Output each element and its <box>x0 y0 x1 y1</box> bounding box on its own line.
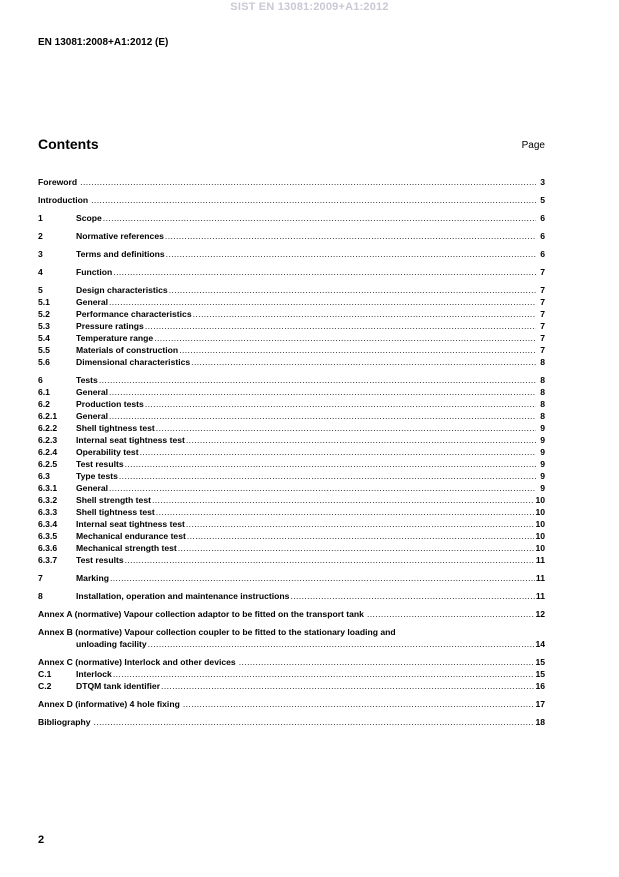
toc-leader-dots <box>186 518 535 530</box>
toc-entry-number: 6.3.1 <box>38 483 58 493</box>
toc-entry[interactable] <box>38 572 545 584</box>
toc-entry[interactable] <box>38 698 545 710</box>
watermark: SIST EN 13081:2009+A1:2012 <box>230 1 389 13</box>
toc-entry-page: 6 <box>540 249 545 259</box>
toc-entry-title: Internal seat tightness test <box>76 435 185 445</box>
toc-entry[interactable] <box>38 542 545 554</box>
toc-leader-dots <box>80 176 536 188</box>
toc-entry-number: 5.2 <box>38 309 50 319</box>
toc-entry-page: 12 <box>535 609 545 619</box>
table-of-contents <box>38 176 545 728</box>
toc-entry-number: C.2 <box>38 681 52 691</box>
toc-entry[interactable] <box>38 308 545 320</box>
toc-entry-page: 10 <box>535 495 545 505</box>
toc-entry-page: 18 <box>535 717 545 727</box>
toc-entry[interactable] <box>38 458 545 470</box>
toc-entry-title: Internal seat tightness test <box>76 519 185 529</box>
page-number: 2 <box>38 834 45 846</box>
toc-leader-dots <box>156 422 536 434</box>
toc-entry-title: Annex C (normative) Interlock and other devices <box>38 657 236 667</box>
toc-entry-page: 10 <box>535 519 545 529</box>
toc-entry-page: 9 <box>540 423 545 433</box>
toc-entry[interactable] <box>38 344 545 356</box>
toc-leader-dots <box>179 344 536 356</box>
toc-entry-number: 6.2.3 <box>38 435 58 445</box>
toc-entry[interactable] <box>38 212 545 224</box>
toc-entry-number: 6.2.1 <box>38 411 58 421</box>
toc-entry-number: 5.6 <box>38 357 50 367</box>
document-id: EN 13081:2008+A1:2012 (E) <box>38 37 169 48</box>
toc-entry-page: 15 <box>535 669 545 679</box>
toc-entry[interactable] <box>38 494 545 506</box>
toc-entry-number: 6.2 <box>38 399 50 409</box>
toc-entry-number: 5.5 <box>38 345 50 355</box>
toc-entry-number: 3 <box>38 249 43 259</box>
toc-entry-title: Annex D (informative) 4 hole fixing <box>38 699 180 709</box>
toc-entry[interactable] <box>38 320 545 332</box>
toc-entry[interactable] <box>38 422 545 434</box>
toc-entry-page: 11 <box>535 591 545 601</box>
toc-entry-page: 8 <box>540 411 545 421</box>
toc-entry[interactable] <box>38 266 545 278</box>
toc-entry-title: Introduction <box>38 195 89 205</box>
toc-entry[interactable] <box>38 668 545 680</box>
toc-leader-dots <box>109 296 536 308</box>
toc-leader-dots <box>191 356 536 368</box>
toc-entry-number: 5.3 <box>38 321 50 331</box>
toc-leader-dots <box>166 248 536 260</box>
toc-leader-dots <box>125 458 536 470</box>
toc-entry[interactable] <box>38 356 545 368</box>
toc-entry-title: Test results <box>76 555 124 565</box>
toc-entry-title: Mechanical strength test <box>76 543 177 553</box>
toc-entry[interactable] <box>38 446 545 458</box>
toc-leader-dots <box>145 398 536 410</box>
toc-entry-title: Performance characteristics <box>76 309 192 319</box>
toc-entry[interactable] <box>38 248 545 260</box>
toc-leader-dots <box>367 608 534 620</box>
toc-entry[interactable] <box>38 284 545 296</box>
toc-leader-dots <box>156 506 535 518</box>
toc-leader-dots <box>99 374 536 386</box>
toc-leader-dots <box>154 332 536 344</box>
toc-entry-number: 6.2.4 <box>38 447 58 457</box>
toc-entry-number: 6.3.5 <box>38 531 58 541</box>
toc-entry-title: Materials of construction <box>76 345 179 355</box>
toc-entry[interactable] <box>38 554 545 566</box>
contents-heading: Contents <box>38 136 99 152</box>
toc-leader-dots <box>119 470 536 482</box>
toc-entry[interactable] <box>38 230 545 242</box>
toc-leader-dots <box>109 482 536 494</box>
toc-entry-number: 6.2.2 <box>38 423 58 433</box>
toc-entry-page: 10 <box>535 507 545 517</box>
toc-leader-dots <box>125 554 535 566</box>
toc-entry-title: Shell tightness test <box>76 423 155 433</box>
toc-entry-number: 6 <box>38 375 43 385</box>
toc-entry[interactable] <box>38 518 545 530</box>
toc-entry-number: 5 <box>38 285 43 295</box>
toc-entry-number: 6.3.2 <box>38 495 58 505</box>
toc-leader-dots <box>290 590 534 602</box>
toc-entry[interactable] <box>38 656 545 668</box>
toc-entry-title: DTQM tank identifier <box>76 681 161 691</box>
toc-entry-number: 5.1 <box>38 297 50 307</box>
toc-entry[interactable] <box>38 176 545 188</box>
toc-entry-page: 7 <box>540 321 545 331</box>
toc-entry-page: 8 <box>540 375 545 385</box>
toc-leader-dots <box>187 530 535 542</box>
toc-entry-number: 6.1 <box>38 387 50 397</box>
toc-entry-page: 10 <box>535 531 545 541</box>
toc-entry-number: 2 <box>38 231 43 241</box>
toc-entry-number: 7 <box>38 573 43 583</box>
toc-entry-page: 7 <box>540 333 545 343</box>
toc-entry-page: 14 <box>535 639 545 649</box>
toc-leader-dots <box>148 638 535 650</box>
toc-entry[interactable] <box>38 470 545 482</box>
toc-entry-page: 7 <box>540 345 545 355</box>
toc-leader-dots <box>169 284 536 296</box>
toc-entry[interactable] <box>38 506 545 518</box>
toc-leader-dots <box>178 542 535 554</box>
toc-entry-title: Annex B (normative) Vapour collection coupler to be fitted to the stationary loading and <box>38 627 396 637</box>
toc-entry-title: Normative references <box>76 231 164 241</box>
toc-entry-title: Tests <box>76 375 98 385</box>
toc-leader-dots <box>239 656 535 668</box>
toc-entry-page: 9 <box>540 483 545 493</box>
toc-leader-dots <box>140 446 536 458</box>
toc-entry-title: Terms and definitions <box>76 249 165 259</box>
toc-entry-page: 6 <box>540 213 545 223</box>
toc-entry-page: 8 <box>540 399 545 409</box>
toc-entry-title: Function <box>76 267 113 277</box>
toc-leader-dots <box>109 386 536 398</box>
toc-entry[interactable] <box>38 716 545 728</box>
toc-leader-dots <box>103 212 536 224</box>
toc-leader-dots <box>165 230 536 242</box>
toc-entry-page: 8 <box>540 387 545 397</box>
toc-entry-title: Bibliography <box>38 717 91 727</box>
toc-entry-title: Installation, operation and maintenance instructions <box>76 591 290 601</box>
toc-entry-title: Temperature range <box>76 333 154 343</box>
toc-entry-page: 7 <box>540 309 545 319</box>
toc-entry-title: General <box>76 387 109 397</box>
toc-entry-page: 16 <box>535 681 545 691</box>
toc-entry[interactable] <box>38 482 545 494</box>
toc-entry-number: 6.3.4 <box>38 519 58 529</box>
toc-entry-number: 6.3 <box>38 471 50 481</box>
toc-leader-dots <box>161 680 534 692</box>
toc-entry[interactable] <box>38 608 545 620</box>
toc-entry-title: General <box>76 411 109 421</box>
toc-entry[interactable] <box>38 386 545 398</box>
toc-entry-number: 1 <box>38 213 43 223</box>
toc-entry-page: 10 <box>535 543 545 553</box>
toc-entry-title: Shell strength test <box>76 495 151 505</box>
toc-entry[interactable] <box>38 590 545 602</box>
page-column-label: Page <box>521 140 545 151</box>
toc-leader-dots <box>113 266 536 278</box>
toc-entry-title: Type tests <box>76 471 118 481</box>
toc-entry-number: 6.3.6 <box>38 543 58 553</box>
toc-entry[interactable] <box>38 296 545 308</box>
toc-leader-dots <box>91 194 536 206</box>
toc-leader-dots <box>183 698 535 710</box>
toc-entry-page: 7 <box>540 297 545 307</box>
toc-entry-title: Pressure ratings <box>76 321 144 331</box>
toc-entry-title: General <box>76 483 109 493</box>
toc-entry-page: 15 <box>535 657 545 667</box>
toc-entry[interactable] <box>38 530 545 542</box>
toc-leader-dots <box>152 494 534 506</box>
toc-entry-title: Mechanical endurance test <box>76 531 186 541</box>
toc-entry-number: 6.3.3 <box>38 507 58 517</box>
toc-entry-title: Test results <box>76 459 124 469</box>
toc-entry-title: Production tests <box>76 399 144 409</box>
toc-leader-dots <box>186 434 536 446</box>
toc-entry-page: 11 <box>535 573 545 583</box>
toc-entry[interactable] <box>38 398 545 410</box>
toc-entry-number: 4 <box>38 267 43 277</box>
toc-entry-title: Operability test <box>76 447 139 457</box>
toc-entry-title: Scope <box>76 213 102 223</box>
toc-entry-number: 8 <box>38 591 43 601</box>
toc-entry-page: 9 <box>540 447 545 457</box>
toc-entry[interactable] <box>38 374 545 386</box>
toc-entry-title: Dimensional characteristics <box>76 357 191 367</box>
toc-entry-page: 7 <box>540 285 545 295</box>
toc-entry[interactable] <box>38 332 545 344</box>
toc-entry-title: Interlock <box>76 669 112 679</box>
toc-entry-title: Annex A (normative) Vapour collection adaptor to be fitted on the transport tank <box>38 609 364 619</box>
toc-entry-title: Marking <box>76 573 109 583</box>
toc-entry-number: 6.2.5 <box>38 459 58 469</box>
toc-entry[interactable] <box>38 410 545 422</box>
toc-leader-dots <box>110 572 535 584</box>
toc-entry[interactable] <box>38 434 545 446</box>
toc-entry-title: Design characteristics <box>76 285 168 295</box>
toc-entry-page: 6 <box>540 231 545 241</box>
toc-entry[interactable] <box>38 680 545 692</box>
toc-leader-dots <box>109 410 536 422</box>
toc-entry-page: 11 <box>535 555 545 565</box>
toc-leader-dots <box>94 716 535 728</box>
toc-entry-page: 9 <box>540 471 545 481</box>
toc-entry-page: 9 <box>540 459 545 469</box>
toc-entry[interactable] <box>38 194 545 206</box>
toc-entry-number: C.1 <box>38 669 52 679</box>
toc-entry-number: 5.4 <box>38 333 50 343</box>
toc-entry[interactable] <box>38 626 545 650</box>
toc-entry-page: 9 <box>540 435 545 445</box>
toc-leader-dots <box>145 320 536 332</box>
toc-entry-page: 7 <box>540 267 545 277</box>
toc-entry-page: 5 <box>540 195 545 205</box>
toc-entry-title: Foreword <box>38 177 78 187</box>
toc-entry-title: Shell tightness test <box>76 507 155 517</box>
toc-entry-page: 17 <box>535 699 545 709</box>
toc-entry-title: General <box>76 297 109 307</box>
toc-entry-title-continued: unloading facility <box>76 639 147 649</box>
toc-leader-dots <box>113 668 535 680</box>
toc-entry-page: 3 <box>540 177 545 187</box>
toc-leader-dots <box>193 308 536 320</box>
toc-entry-page: 8 <box>540 357 545 367</box>
toc-entry-number: 6.3.7 <box>38 555 58 565</box>
